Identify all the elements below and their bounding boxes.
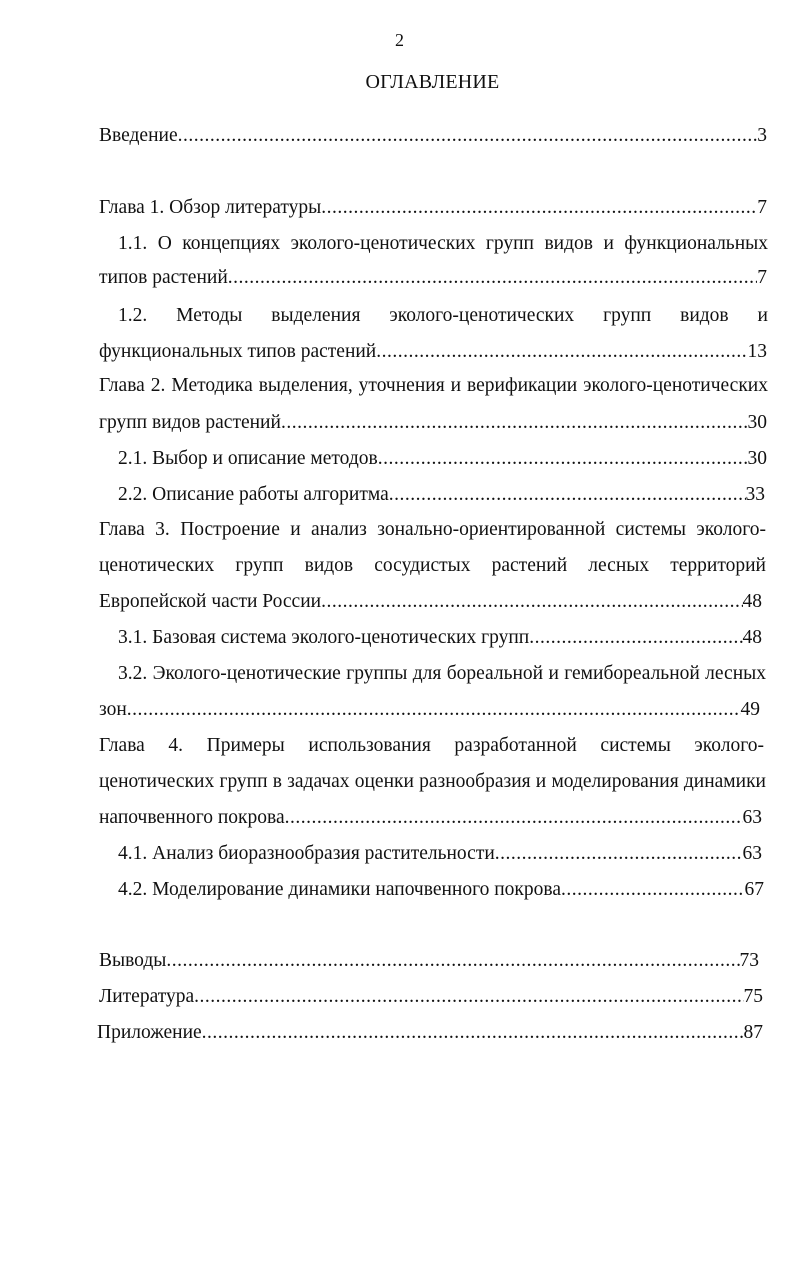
toc-entry-text: групп видов растений — [99, 412, 281, 433]
toc-entry-section-3-1[interactable] — [118, 625, 762, 651]
toc-entry-text: зон — [99, 699, 127, 720]
toc-entry-section-2-2[interactable] — [118, 482, 765, 508]
toc-entry-text: напочвенного покрова — [99, 807, 285, 828]
toc-entry-page: 63 — [742, 807, 762, 828]
toc-entry-chapter-2[interactable] — [99, 410, 767, 436]
toc-entry-page: 87 — [743, 1022, 763, 1043]
toc-entry-page: 30 — [747, 412, 767, 433]
toc-entry-page: 7 — [757, 267, 767, 288]
toc-entry-page: 63 — [742, 843, 762, 864]
toc-entry-page: 48 — [742, 627, 762, 648]
toc-entry-text: функциональных типов растений — [99, 341, 377, 362]
toc-entry-section-3-2-line1[interactable]: 3.2. Эколого-ценотические группы для бореальной и гемибореальной лесных — [118, 663, 766, 684]
toc-entry-page: 30 — [747, 448, 767, 469]
toc-entry-section-1-1[interactable] — [99, 265, 767, 291]
toc-entry-page: 73 — [739, 950, 759, 971]
toc-entry-chapter-3[interactable] — [99, 589, 762, 615]
page-number: 2 — [395, 30, 404, 50]
toc-entry-chapter-4-line2[interactable]: ценотических групп в задачах оценки разнообразия и моделирования динамики — [99, 771, 766, 792]
toc-entry-literature[interactable] — [99, 984, 763, 1010]
toc-entry-text: Глава 1. Обзор литературы — [99, 197, 322, 218]
toc-entry-chapter-3-line1[interactable]: Глава 3. Построение и анализ зонально-ориентированной системы эколого- — [99, 519, 766, 540]
toc-entry-page: 3 — [757, 125, 767, 146]
toc-entry-page: 48 — [742, 591, 762, 612]
toc-entry-section-1-2[interactable] — [99, 339, 767, 365]
toc-entry-section-1-2-line1[interactable]: 1.2. Методы выделения эколого-ценотических групп видов и — [118, 305, 768, 326]
toc-entry-text: Приложение — [97, 1022, 202, 1043]
toc-entry-text: Европейской части России — [99, 591, 322, 612]
toc-entry-section-2-1[interactable] — [118, 446, 767, 472]
page-title: ОГЛАВЛЕНИЕ — [365, 71, 500, 93]
toc-entry-chapter-1[interactable] — [99, 195, 767, 221]
toc-entry-text: Введение — [99, 125, 178, 146]
toc-entry-page: 13 — [747, 341, 767, 362]
toc-entry-text: 3.1. Базовая система эколого-ценотических групп — [118, 627, 530, 648]
toc-entry-chapter-4-line1[interactable]: Глава 4. Примеры использования разработанной системы эколого- — [99, 735, 764, 756]
toc-entry-chapter-4[interactable] — [99, 805, 762, 831]
toc-entry-text: 2.1. Выбор и описание методов — [118, 448, 378, 469]
toc-entry-section-4-1[interactable] — [118, 841, 762, 867]
toc-entry-page: 75 — [743, 986, 763, 1007]
toc-entry-page: 49 — [740, 699, 760, 720]
toc-entry-section-4-2[interactable] — [118, 877, 764, 903]
toc-entry-text: Литература — [99, 986, 195, 1007]
toc-entry-page: 67 — [744, 879, 764, 900]
toc-entry-conclusions[interactable] — [99, 948, 759, 974]
toc-entry-chapter-3-line2[interactable]: ценотических групп видов сосудистых растений лесных территорий — [99, 555, 766, 576]
toc-entry-text: 4.2. Моделирование динамики напочвенного покрова — [118, 879, 562, 900]
toc-entry-text: 2.2. Описание работы алгоритма — [118, 484, 389, 505]
toc-entry-section-1-1-line1[interactable]: 1.1. О концепциях эколого-ценотических групп видов и функциональных — [118, 233, 768, 254]
toc-entry-appendix[interactable] — [97, 1020, 763, 1046]
toc-entry-text: типов растений — [99, 267, 228, 288]
toc-entry-chapter-2-line1[interactable]: Глава 2. Методика выделения, уточнения и верификации эколого-ценотических — [99, 375, 768, 396]
toc-entry-intro[interactable] — [99, 123, 767, 149]
toc-entry-page: 7 — [757, 197, 767, 218]
toc-entry-text: Выводы — [99, 950, 167, 971]
toc-entry-section-3-2[interactable] — [99, 697, 760, 723]
toc-entry-page: 33 — [745, 484, 765, 505]
toc-entry-text: 4.1. Анализ биоразнообразия растительности — [118, 843, 495, 864]
